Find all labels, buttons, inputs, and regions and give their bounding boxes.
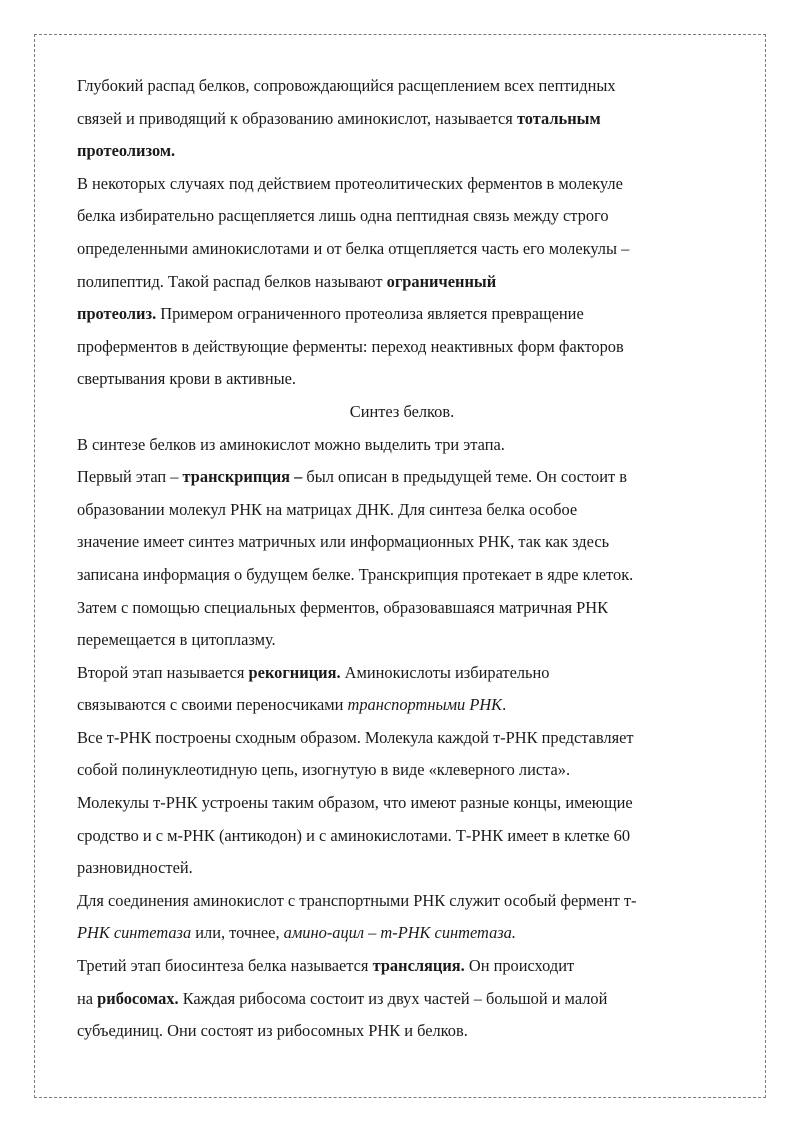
text-run: Глубокий распад белков, сопровождающийся расщеплением всех пептидных <box>77 76 616 95</box>
text-line <box>77 1015 727 1048</box>
text-run: связей и приводящий к образованию аминокислот, называется <box>77 108 517 128</box>
text-line <box>77 592 727 625</box>
text-line <box>77 233 727 266</box>
text-line <box>77 461 727 494</box>
italic-term: РНК синтетаза <box>77 923 192 943</box>
text-run: полипептид. Такой распад белков называют <box>77 271 387 291</box>
text-line <box>77 917 727 950</box>
text-line <box>77 657 727 690</box>
bold-term: рибосомах. <box>97 988 179 1008</box>
text-line <box>77 787 727 820</box>
text-line <box>77 168 727 201</box>
text-run: Он происходит <box>464 956 575 976</box>
text-run: свертывания крови в активные. <box>77 369 296 389</box>
text-line <box>77 331 727 364</box>
italic-term: амино-ацил – т-РНК синтетаза. <box>283 923 516 943</box>
text-line <box>77 852 727 885</box>
text-run: перемещается в цитоплазму. <box>77 630 276 650</box>
text-run: образовании молекул РНК на матрицах ДНК. Для синтеза белка особое <box>77 499 578 519</box>
document-body <box>77 70 727 1048</box>
text-line <box>77 200 727 233</box>
text-run: белка избирательно расщепляется лишь одна пептидная связь между строго <box>77 206 609 226</box>
text-run: определенными аминокислотами и от белка отщепляется часть его молекулы – <box>77 238 630 258</box>
text-run: Для соединения аминокислот с транспортными РНК служит особый фермент т- <box>77 890 637 910</box>
text-run: или, точнее, <box>191 923 284 943</box>
text-run: . <box>502 695 507 715</box>
text-line <box>77 754 727 787</box>
text-run: Молекулы т-РНК устроены таким образом, что имеют разные концы, имеющие <box>77 793 633 813</box>
text-line <box>77 689 727 722</box>
text-run: субъединиц. Они состоят из рибосомных РНК и белков. <box>77 1021 468 1041</box>
text-run: Примером ограниченного протеолиза является превращение <box>156 304 584 324</box>
text-run: Затем с помощью специальных ферментов, образовавшаяся матричная РНК <box>77 597 609 617</box>
text-line <box>77 722 727 755</box>
text-line <box>77 885 727 918</box>
text-run: Все т-РНК построены сходным образом. Молекула каждой т-РНК представляет <box>77 727 634 747</box>
text-line <box>77 950 727 983</box>
text-line <box>77 298 727 331</box>
bold-term: рекогниция. <box>248 662 341 682</box>
text-line <box>77 266 727 299</box>
text-run: разновидностей. <box>77 858 193 878</box>
text-line <box>77 624 727 657</box>
text-run: был описан в предыдущей теме. Он состоит в <box>302 467 627 487</box>
text-run: Каждая рибосома состоит из двух частей – большой и малой <box>178 988 608 1008</box>
text-run: на <box>77 988 98 1008</box>
text-line <box>77 135 727 168</box>
text-run: Первый этап – <box>77 467 183 487</box>
text-run: В некоторых случаях под действием протеолитических ферментов в молекуле <box>77 173 623 193</box>
text-line <box>77 429 727 462</box>
text-line <box>77 363 727 396</box>
text-run: Аминокислоты избирательно <box>340 662 550 682</box>
text-run: записана информация о будущем белке. Транскрипция протекает в ядре клеток. <box>77 564 634 584</box>
bold-term: протеолиз. <box>77 304 157 324</box>
text-run: собой полинуклеотидную цепь, изогнутую в виде «клеверного листа». <box>77 760 571 780</box>
text-run: проферментов в действующие ферменты: переход неактивных форм факторов <box>77 336 624 356</box>
text-line <box>77 494 727 527</box>
bold-term: ограниченный <box>386 271 497 291</box>
text-run: Второй этап называется <box>77 662 249 682</box>
text-line <box>77 526 727 559</box>
text-line <box>77 70 727 103</box>
text-line <box>77 820 727 853</box>
bold-term: протеолизом. <box>77 141 176 161</box>
text-run: сродство и с м-РНК (антикодон) и с аминокислотами. Т-РНК имеет в клетке 60 <box>77 825 631 845</box>
text-run: Третий этап биосинтеза белка называется <box>77 956 373 976</box>
bold-term: трансляция. <box>372 956 465 976</box>
text-run: В синтезе белков из аминокислот можно выделить три этапа. <box>77 434 505 454</box>
section-heading <box>77 396 727 429</box>
text-line <box>77 559 727 592</box>
bold-term: тотальным <box>516 108 601 128</box>
text-line <box>77 983 727 1016</box>
text-run: значение имеет синтез матричных или информационных РНК, так как здесь <box>77 532 610 552</box>
text-run: связываются с своими переносчиками <box>77 695 348 715</box>
text-line <box>77 103 727 136</box>
text-run: Синтез белков. <box>349 401 455 421</box>
bold-term: транскрипция – <box>182 467 303 487</box>
italic-term: транспортными РНК <box>347 695 503 715</box>
